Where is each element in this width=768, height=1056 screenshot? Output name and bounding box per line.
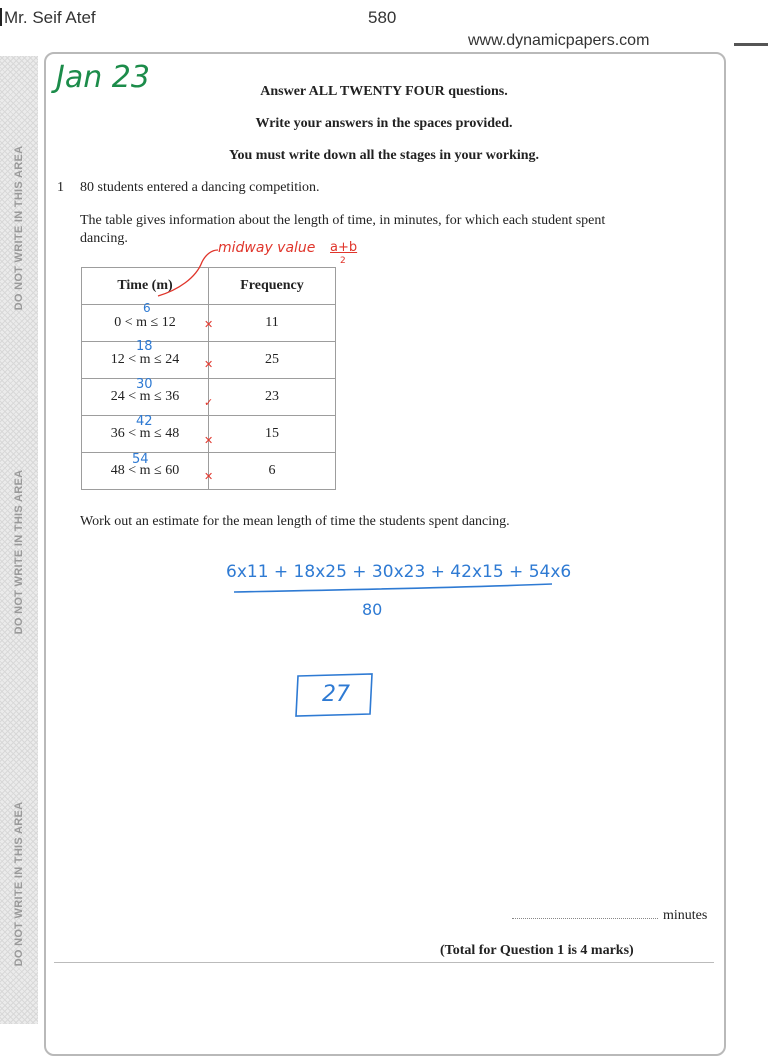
question-number: 1 — [57, 180, 64, 195]
question-task: Work out an estimate for the mean length of time the students spent dancing. — [80, 514, 510, 529]
cross-mark: ✕ — [204, 470, 214, 483]
instruction-line: You must write down all the stages in your working. — [228, 148, 540, 163]
author-name: Mr. Seif Atef — [4, 8, 96, 27]
handwritten-formula-top: a+b — [330, 240, 358, 255]
tick-mark: ✓ — [204, 396, 214, 409]
instruction-line: Answer ALL TWENTY FOUR questions. — [260, 84, 508, 99]
cross-mark: ✕ — [204, 434, 214, 447]
instruction-line: Write your answers in the spaces provided. — [255, 116, 513, 131]
handwritten-midpoint: 6 — [143, 301, 151, 315]
annotation-arrow — [158, 250, 218, 296]
handwritten-working-numerator: 6x11 + 18x25 + 30x23 + 42x15 + 54x6 — [226, 562, 572, 582]
margin-notice: DO NOT WRITE IN THIS AREA — [13, 145, 25, 311]
time-interval: 36 < m ≤ 48 — [82, 416, 209, 453]
answer-box — [296, 674, 372, 716]
handwritten-midway-label: midway value — [218, 240, 316, 256]
time-interval: 0 < m ≤ 12 — [82, 305, 209, 342]
handwritten-midpoint: 54 — [132, 452, 149, 467]
frequency-value: 11 — [209, 305, 336, 342]
handwritten-midpoint: 18 — [136, 339, 153, 354]
frequency-value: 15 — [209, 416, 336, 453]
question-intro: 80 students entered a dancing competition. — [80, 180, 320, 195]
frequency-value: 6 — [209, 453, 336, 490]
time-interval: 12 < m ≤ 24 — [82, 342, 209, 379]
cross-mark: ✕ — [204, 318, 214, 331]
column-header-frequency: Frequency — [209, 268, 336, 305]
website-link[interactable]: www.dynamicpapers.com — [468, 32, 650, 49]
time-interval: 48 < m ≤ 60 — [82, 453, 209, 490]
page-number: 580 — [368, 8, 397, 27]
handwritten-formula-bottom: 2 — [340, 256, 346, 266]
table-intro: The table gives information about the length of time, in minutes, for which each student spent dancing. — [80, 213, 606, 246]
handwritten-working-denominator: 80 — [362, 600, 383, 619]
handwritten-midpoint: 30 — [136, 377, 153, 392]
answer-line[interactable] — [512, 918, 658, 919]
fraction-line — [234, 584, 552, 592]
handwritten-midpoint: 42 — [136, 414, 153, 429]
column-header-time: Time (m) — [82, 268, 209, 305]
frequency-value: 25 — [209, 342, 336, 379]
cross-mark: ✕ — [204, 358, 214, 371]
question-divider — [54, 962, 714, 963]
frequency-value: 23 — [209, 379, 336, 416]
margin-notice: DO NOT WRITE IN THIS AREA — [13, 801, 25, 967]
time-interval: 24 < m ≤ 36 — [82, 379, 209, 416]
answer-unit: minutes — [663, 908, 708, 923]
question-total: (Total for Question 1 is 4 marks) — [440, 943, 634, 958]
handwritten-date: Jan 23 — [56, 60, 150, 95]
margin-notice: DO NOT WRITE IN THIS AREA — [13, 469, 25, 635]
handwritten-final-answer: 27 — [322, 682, 350, 707]
